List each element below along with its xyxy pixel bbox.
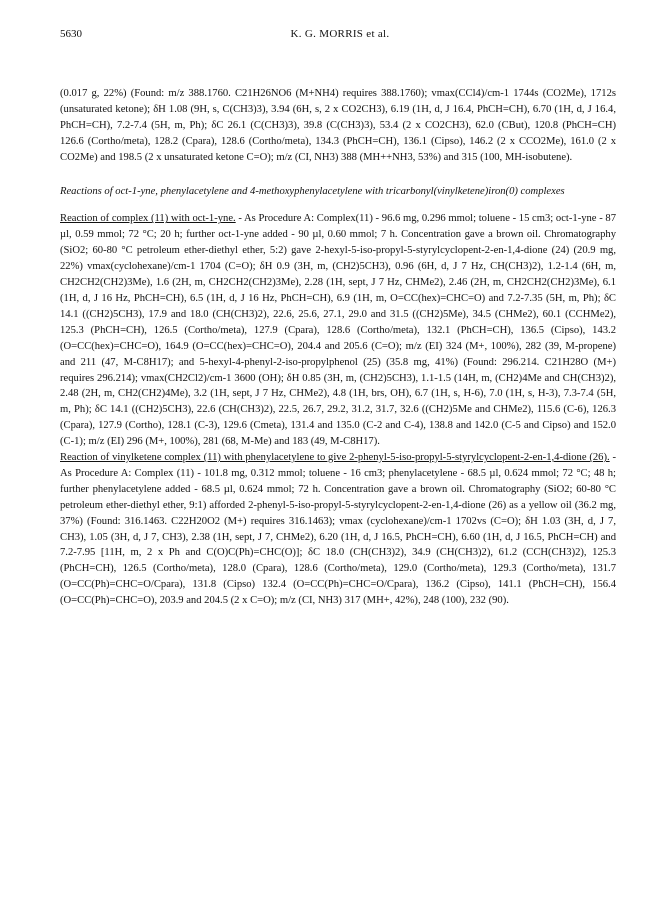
run-in-heading: Reaction of vinylketene complex (11) with phenylacetylene to give 2-phenyl-5-iso-propyl-5-styrylcyclopent-2-en-1,4-dione (26). <box>60 452 610 464</box>
paragraph-body: - As Procedure A: Complex (11) - 101.8 mg, 0.312 mmol; toluene - 16 cm3; phenylacetylene - 68.5 µl, 0.624 mmol; 72 °C; 48 h; further phenylacetylene added - 68.5 µl, 0.624 mmol; 72 h. Concentration gave a brown oil. Chromatography (SiO2; 60-80 °C petroleum ether-diethyl ether, 9:1) afforded 2-phenyl-5-iso-propyl-5-styrylcyclopent-2-en-1,4-dione (26) as a yellow oil (36.2 mg, 37%) (Found: 316.1463. C22H20O2 (M+) requires 316.1463); vmax (cyclohexane)/cm-1 1702vs (C=O); δH 1.03 (3H, d, J 7, CH3), 1.05 (3H, d, J 7, CH3), 2.38 (1H, sept, J 7, CHMe2), 6.20 (1H, d, J 16.5, PhCH=CH), 6.60 (1H, d, J 16.5, PhCH=CH) and 7.2-7.95 [11H, m, 2 x Ph and C(O)C(Ph)=CHC(O)]; δC 18.0 (CH(CH3)2), 34.9 (CH(CH3)2), 61.2 (CCH(CH3)2), 125.3 (PhCH=CH), 126.5 (Cortho/meta), 128.0 (Cpara), 128.6 (Cortho/meta), 129.0 (Cortho/meta), 129.3 (Cortho/meta), 131.7 (O=CC(Ph)=CHC=O/Cpara), 131.8 (Cipso) 132.4 (O=CC(Ph)=CHC=O/Cpara), 136.2 (Cipso), 141.1 (PhCH=CH), 156.4 (O=CC(Ph)=CHC=O), 203.9 and 204.5 (2 x C=O); m/z (CI, NH3) 317 (MH+, 42%), 248 (100), 232 (90). <box>60 452 616 607</box>
procedure-paragraph-oct-1-yne <box>60 211 616 450</box>
article-body <box>60 86 616 609</box>
running-head: K. G. MORRIS et al. <box>290 28 390 40</box>
page-header <box>60 28 620 44</box>
run-in-heading: Reaction of complex (11) with oct-1-yne. <box>60 213 236 225</box>
section-heading: Reactions of oct-1-yne, phenylacetylene and 4-methoxyphenylacetylene with tricarbonyl(vinylketene)iron(0) complexes <box>60 185 565 197</box>
intro-paragraph: (0.017 g, 22%) (Found: m/z 388.1760. C21H26NO6 (M+NH4) requires 388.1760); vmax(CCl4)/cm-1 1744s (CO2Me), 1712s (unsaturated ketone); δH 1.08 (9H, s, C(CH3)3), 3.94 (6H, s, 2 x CO2CH3), 6.19 (1H, d, J 16.4, PhCH=CH), 6.70 (1H, d, J 16.4, PhCH=CH), 7.2-7.4 (5H, m, Ph); δC 26.1 (C(CH3)3), 39.8 (C(CH3)3), 53.4 (2 x CO2CH3), 62.0 (CBut), 120.8 (PhCH=CH) 126.6 (Cortho/meta), 128.2 (Cpara), 128.6 (Cortho/meta), 134.3 (PhCH=CH), 136.1 (Cipso), 146.2 (2 x CCO2Me), 161.0 (2 x CO2Me) and 198.5 (2 x unsaturated ketone C=O); m/z (CI, NH3) 388 (MH++NH3, 53%) and 315 (100, MH-isobutene). <box>60 88 616 163</box>
procedure-paragraph-phenylacetylene <box>60 450 616 609</box>
page-number: 5630 <box>60 28 82 40</box>
paragraph-body: - As Procedure A: Complex(11) - 96.6 mg, 0.296 mmol; toluene - 15 cm3; oct-1-yne - 87 µl, 0.59 mmol; 72 °C; 20 h; further oct-1-yne added - 90 µl, 0.60 mmol; 7 h. Concentration gave a brown oil. Chromatography (SiO2; 60-80 °C petroleum ether-diethyl ether, 5:2) gave 2-hexyl-5-iso-propyl-5-styrylcyclopent-2-en-1,4-dione (24) (20.9 mg, 22%) vmax(cyclohexane)/cm-1 1704 (C=O); δH 0.9 (3H, m, (CH2)5CH3), 0.96 (6H, d, J 7 Hz, CH(CH3)2), 1.2-1.4 (6H, m, CH2CH2(CH2)3Me), 1.6 (2H, m, CH2CH2(CH2)3Me), 2.28 (1H, sept, J 7 Hz, CHMe2), 2.46 (2H, m, CH2CH2(CH2)3Me), 6.1 (1H, d, J 16 Hz, PhCH=CH), 6.5 (1H, d, J 16 Hz, PhCH=CH), 6.9 (1H, m, O=CC(hex)=CHC=O) and 7.2-7.35 (5H, m, Ph); δC 14.1 ((CH2)5CH3), 17.9 and 18.0 (CH(CH3)2), 22.6, 25.6, 27.1, 29.0 and 31.5 ((CH2)5Me), 34.5 (CHMe2), 60.1 (CCHMe2), 125.3 (PhCH=CH), 126.5 (Cortho/meta), 127.9 (Cpara), 128.6 (Cortho/meta), 132.1 (PhCH=CH), 136.5 (Cipso), 143.2 (O=CC(hex)=CHC=O), 164.9 (O=CC(hex)=CHC=O), 204.4 and 205.6 (C=O); m/z (EI) 324 (M+, 100%), 282 (39, M-propene) and 211 (47, M-C8H17); and 5-hexyl-4-phenyl-2-iso-propylphenol (25) (35.8 mg, 41%) (Found: 296.214. C21H28O (M+) requires 296.214); vmax(CH2Cl2)/cm-1 3600 (OH); δH 0.85 (3H, m, (CH2)5CH3), 1.1-1.5 (14H, m, (CH2)4Me and CH(CH3)2), 2.48 (2H, m, CH2(CH2)4Me), 3.2 (1H, sept, J 7 Hz, CHMe2), 4.8 (1H, brs, OH), 6.7 (1H, s, H-6), 7.0 (1H, s, H-3), 7.3-7.4 (5H, m, Ph); δC 14.1 ((CH2)5CH3), 22.6 (CH(CH3)2), 22.5, 26.7, 29.2, 31.2, 31.7, 32.6 ((CH2)5Me and CHMe2), 115.6 (C-6), 126.3 (Cpara), 127.9 (Cortho), 128.1 (C-3), 129.6 (Cmeta), 131.4 and 135.0 (C-2 and C-4), 138.8 and 142.0 (C-5 and Cipso) and 152.0 (C-1); m/z (EI) 296 (M+, 100%), 281 (68, M-Me) and 183 (49, M-C8H17). <box>60 213 616 448</box>
